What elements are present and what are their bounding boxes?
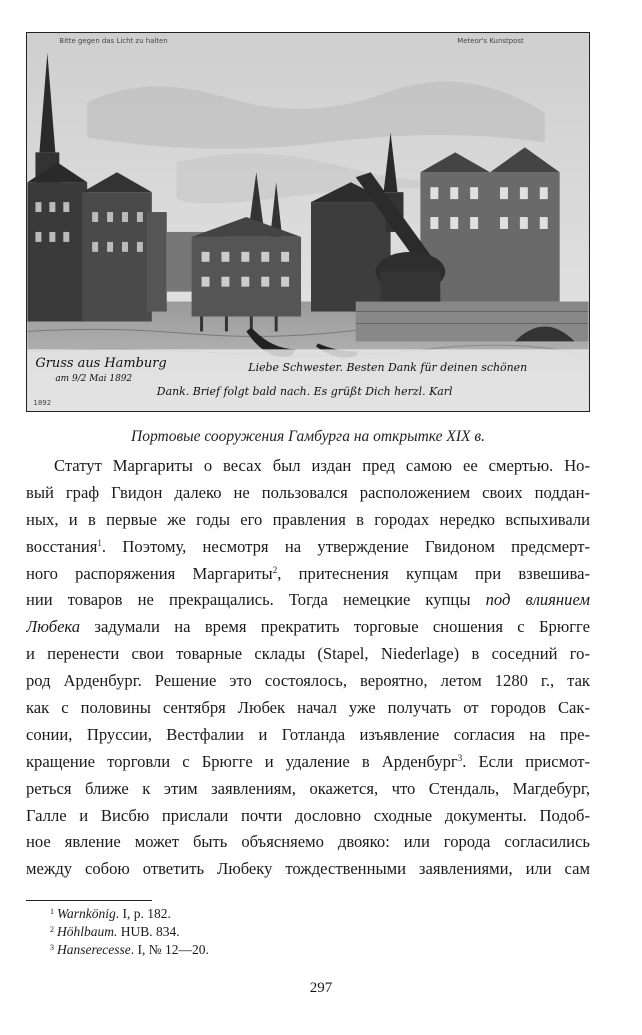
footnote: $^1$ Warnkönig. I, p. 182. bbox=[50, 906, 171, 921]
postcard-top-left-note: Bitte gegen das Licht zu halten bbox=[59, 36, 168, 45]
text-line: ного распоряжения Маргариты$^2$, притеснения купцам при взвешива- bbox=[26, 563, 590, 583]
footnote: $^3$ Hanserecesse. I, № 12—20. bbox=[50, 942, 209, 957]
text-line: как с половины сентября Любек начал уже получать от городов Сак- bbox=[26, 698, 590, 718]
footnote-ref-2: 2 bbox=[272, 564, 278, 575]
text-line: сонии, Пруссии, Вестфалии и Готланда изъявление согласия на пре- bbox=[26, 724, 590, 744]
text-line: кращение торговли с Брюгге и удаление в Арденбург$^3$. Если присмот- bbox=[26, 751, 590, 771]
text-line: ных, и в первые же годы его правления в городах нередко вспыхивали bbox=[26, 509, 590, 529]
main-paragraph bbox=[26, 453, 590, 883]
text-line: восстания$^1$. Поэтому, несмотря на утверждение Гвидоном предсмерт- bbox=[26, 536, 590, 556]
postcard-date: am 9/2 Mai 1892 bbox=[55, 374, 133, 385]
postcard-handwriting-line1: Liebe Schwester. Besten Dank für deinen schönen bbox=[248, 361, 528, 375]
text-line: нии товаров не прекращались. Тогда немецкие купцы под влиянием bbox=[26, 590, 590, 610]
figure-caption: Портовые сооружения Гамбурга на открытке XIX в. bbox=[131, 428, 485, 445]
postcard-top-right-note: Meteor's Kunstpost bbox=[457, 36, 524, 45]
footnote-ref-1: 1 bbox=[97, 537, 102, 548]
footnote-ref-3: 3 bbox=[457, 752, 463, 763]
text-line: реться ближе к этим заявлениям, окажется, что Стендаль, Магдебург, bbox=[26, 778, 590, 798]
text-line: Статут Маргариты о весах был издан пред самою ее смертью. Но- bbox=[54, 456, 590, 475]
footnote: $^2$ Höhlbaum. HUB. 834. bbox=[50, 924, 180, 939]
text-line: Любека задумали на время прекратить торговые сношения с Брюгге bbox=[26, 617, 590, 637]
text-line: между собою ответить Любеку тождественными заявлениями, или сам bbox=[26, 859, 590, 879]
postcard-greeting: Gruss aus Hamburg bbox=[35, 356, 167, 372]
postcard-corner-code: 1892 bbox=[33, 399, 52, 408]
page-number: 297 bbox=[309, 980, 333, 996]
hamburg-port-engraving bbox=[27, 33, 589, 411]
text-line: ное явление может быть объясняемо двояко: или города согласились bbox=[26, 832, 590, 852]
postcard-handwriting-line2: Dank. Brief folgt bald nach. Es grüßt Dich herzl. Karl bbox=[156, 385, 453, 399]
text-line: род Арденбург. Решение это состоялось, вероятно, летом 1280 г., так bbox=[26, 671, 590, 691]
text-line: Галле и Висбю прислали почти дословно сходные документы. Подоб- bbox=[26, 805, 590, 825]
footnotes bbox=[50, 905, 590, 959]
footnote-divider bbox=[26, 900, 152, 901]
text-line: и перенести свои товарные склады (Stapel, Niederlage) в соседний го- bbox=[26, 644, 590, 664]
postcard-illustration bbox=[26, 32, 590, 412]
text-line: вый граф Гвидон далеко не пользовался расположением своих поддан- bbox=[26, 482, 590, 502]
